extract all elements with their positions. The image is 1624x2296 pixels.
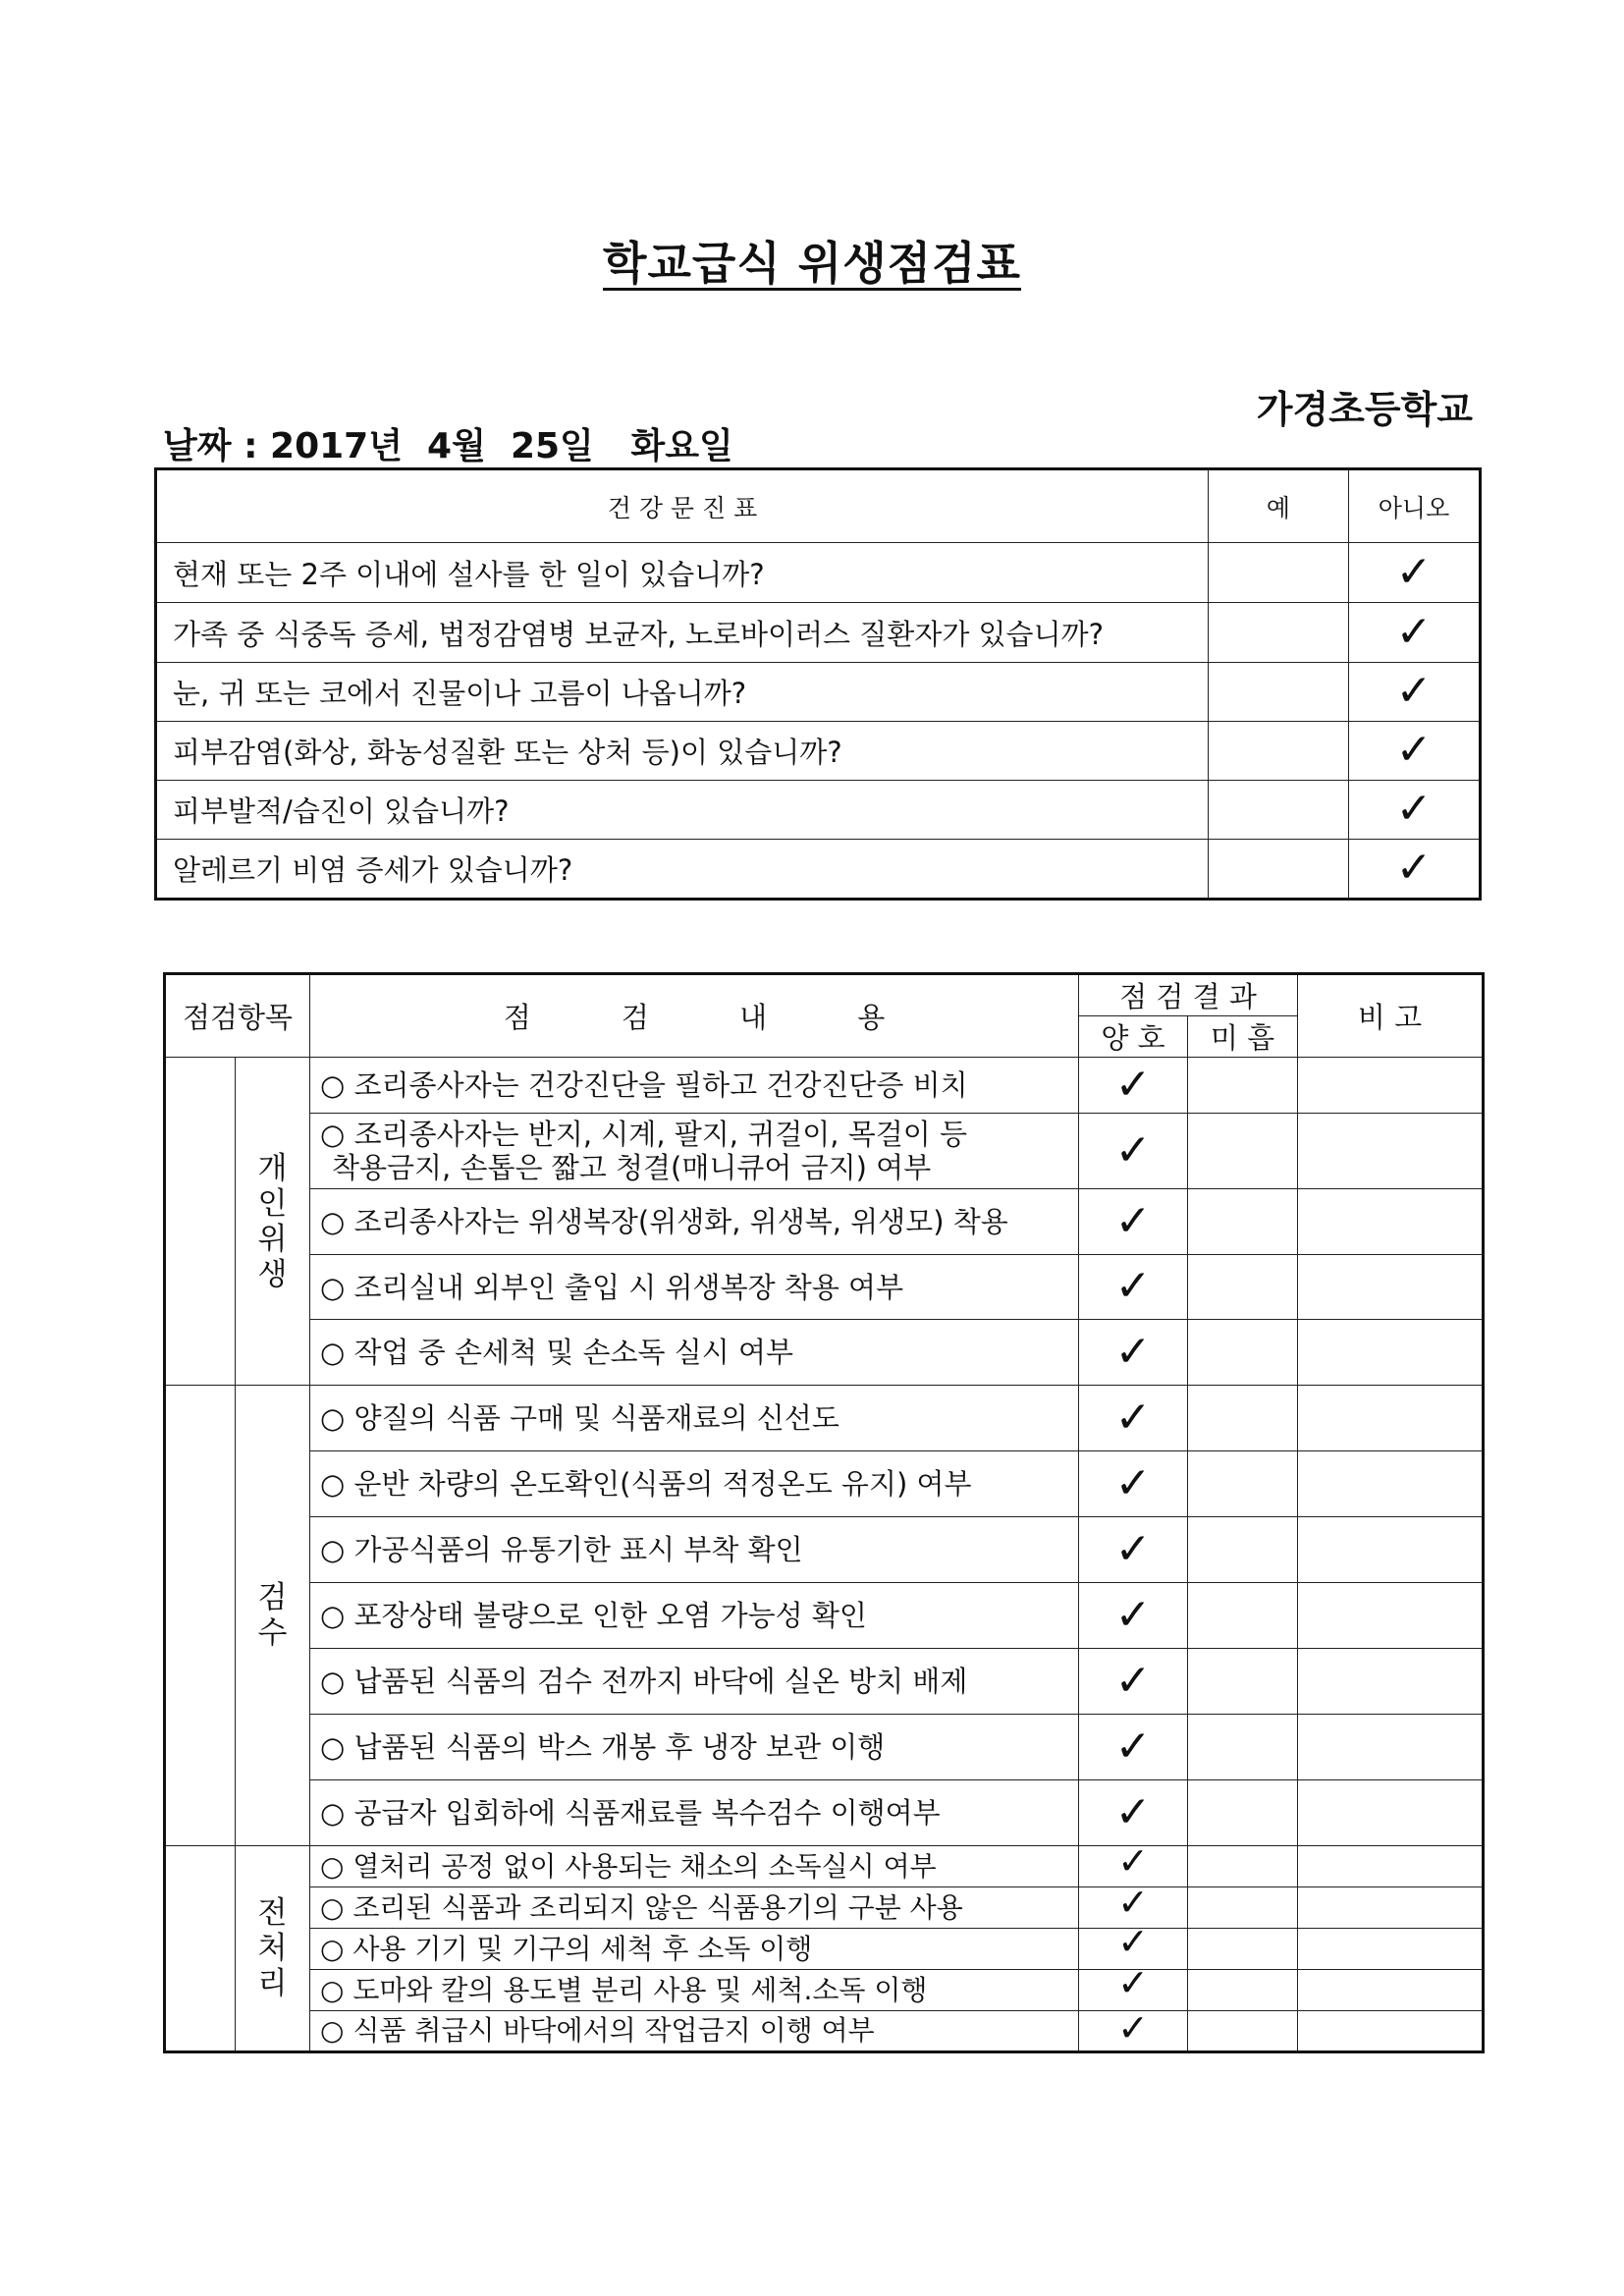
health-question-row xyxy=(156,603,1481,663)
inspection-row xyxy=(165,1058,1484,1114)
no-cell xyxy=(1349,603,1481,663)
good-cell xyxy=(1079,1583,1188,1649)
inspection-item-line: ○ 식품 취급시 바닥에서의 작업금지 이행 여부 xyxy=(320,2014,875,2047)
bad-cell xyxy=(1188,1887,1298,1929)
note-cell xyxy=(1298,1189,1484,1255)
good-check-mark: ✓ xyxy=(1114,1059,1152,1110)
inspection-item xyxy=(310,1058,1079,1114)
no-check-mark: ✓ xyxy=(1395,843,1433,893)
good-check-mark: ✓ xyxy=(1117,1839,1149,1883)
no-check-mark: ✓ xyxy=(1395,666,1433,716)
category-spacer xyxy=(165,1058,236,1386)
inspection-item-line: 착용금지, 손톱은 짧고 청결(매니큐어 금지) 여부 xyxy=(332,1151,932,1184)
no-cell xyxy=(1349,722,1481,781)
bad-cell xyxy=(1188,1715,1298,1780)
inspection-row xyxy=(165,1715,1484,1780)
note-cell xyxy=(1298,1715,1484,1780)
no-check-mark: ✓ xyxy=(1395,606,1433,657)
inspection-header-row xyxy=(165,974,1484,1016)
inspection-item-line: ○ 조리종사자는 반지, 시계, 팔지, 귀걸이, 목걸이 등 xyxy=(320,1118,967,1151)
no-cell xyxy=(1349,543,1481,603)
no-check-mark: ✓ xyxy=(1395,546,1433,597)
result-header: 점 검 결 과 xyxy=(1079,974,1298,1016)
inspection-item xyxy=(310,1780,1079,1846)
inspection-item xyxy=(310,1929,1079,1970)
good-check-mark: ✓ xyxy=(1114,1326,1152,1377)
inspection-item-line: ○ 조리된 식품과 조리되지 않은 식품용기의 구분 사용 xyxy=(320,1890,963,1924)
health-questionnaire-table xyxy=(154,467,1482,901)
inspection-row xyxy=(165,1189,1484,1255)
good-cell xyxy=(1079,1780,1188,1846)
good-cell xyxy=(1079,1189,1188,1255)
note-cell xyxy=(1298,1887,1484,1929)
item-header: 점검항목 xyxy=(165,974,310,1058)
note-cell xyxy=(1298,1780,1484,1846)
bad-header: 미 흡 xyxy=(1188,1016,1298,1058)
inspection-item xyxy=(310,1320,1079,1386)
inspection-item xyxy=(310,2011,1079,2052)
good-check-mark: ✓ xyxy=(1114,1721,1152,1772)
inspection-item-line: ○ 조리종사자는 건강진단을 필하고 건강진단증 비치 xyxy=(320,1068,968,1102)
page-title: 학교급식 위생점검표 xyxy=(603,237,1021,290)
health-question: 눈, 귀 또는 코에서 진물이나 고름이 나옵니까? xyxy=(156,663,1209,722)
inspection-item-line: ○ 가공식품의 유통기한 표시 부착 확인 xyxy=(320,1533,803,1566)
good-header: 양 호 xyxy=(1079,1016,1188,1058)
bad-cell xyxy=(1188,1058,1298,1114)
note-cell xyxy=(1298,1255,1484,1320)
inspection-item xyxy=(310,1189,1079,1255)
category-label xyxy=(236,1386,310,1846)
yes-cell xyxy=(1209,603,1349,663)
good-check-mark: ✓ xyxy=(1117,1961,1149,2004)
note-cell xyxy=(1298,1386,1484,1451)
health-question-row xyxy=(156,543,1481,603)
category-label xyxy=(236,1846,310,2052)
health-question: 현재 또는 2주 이내에 설사를 한 일이 있습니까? xyxy=(156,543,1209,603)
inspection-item xyxy=(310,1970,1079,2011)
inspection-item-line: ○ 포장상태 불량으로 인한 오염 가능성 확인 xyxy=(320,1599,867,1632)
inspection-item-line: ○ 조리종사자는 위생복장(위생화, 위생복, 위생모) 착용 xyxy=(320,1205,1008,1238)
bad-cell xyxy=(1188,1189,1298,1255)
category-label xyxy=(236,1058,310,1386)
health-question-row xyxy=(156,722,1481,781)
health-header-row xyxy=(156,469,1481,543)
bad-cell xyxy=(1188,1320,1298,1386)
good-check-mark: ✓ xyxy=(1114,1195,1152,1246)
note-cell xyxy=(1298,1649,1484,1715)
good-check-mark: ✓ xyxy=(1117,2005,1149,2050)
no-cell xyxy=(1349,781,1481,840)
inspection-item-line: ○ 조리실내 외부인 출입 시 위생복장 착용 여부 xyxy=(320,1270,904,1304)
inspection-item xyxy=(310,1517,1079,1583)
yes-cell xyxy=(1209,543,1349,603)
inspection-item-line: ○ 열처리 공정 없이 사용되는 채소의 소독실시 여부 xyxy=(320,1849,937,1883)
inspection-item-line: ○ 양질의 식품 구매 및 식품재료의 신선도 xyxy=(320,1401,839,1435)
bad-cell xyxy=(1188,1517,1298,1583)
health-question: 알레르기 비염 증세가 있습니까? xyxy=(156,840,1209,900)
inspection-row xyxy=(165,1386,1484,1451)
health-question: 피부감염(화상, 화농성질환 또는 상처 등)이 있습니까? xyxy=(156,722,1209,781)
bad-cell xyxy=(1188,1451,1298,1517)
good-cell xyxy=(1079,1649,1188,1715)
yes-cell xyxy=(1209,781,1349,840)
no-cell xyxy=(1349,840,1481,900)
good-check-mark: ✓ xyxy=(1114,1589,1152,1640)
bad-cell xyxy=(1188,2011,1298,2052)
note-cell xyxy=(1298,1970,1484,2011)
inspection-item-line: ○ 사용 기기 및 기구의 세척 후 소독 이행 xyxy=(320,1932,813,1965)
note-cell xyxy=(1298,2011,1484,2052)
good-cell xyxy=(1079,1320,1188,1386)
inspection-row xyxy=(165,1970,1484,2011)
good-check-mark: ✓ xyxy=(1114,1655,1152,1706)
inspection-item-line: ○ 도마와 칼의 용도별 분리 사용 및 세척.소독 이행 xyxy=(320,1973,928,2006)
category-spacer xyxy=(165,1846,236,2052)
inspection-item xyxy=(310,1451,1079,1517)
inspection-item xyxy=(310,1887,1079,1929)
good-cell xyxy=(1079,1255,1188,1320)
inspection-item xyxy=(310,1114,1079,1189)
inspection-item-line: ○ 작업 중 손세척 및 손소독 실시 여부 xyxy=(320,1336,794,1369)
inspection-row xyxy=(165,1114,1484,1189)
content-header: 점 검 내 용 xyxy=(310,974,1079,1058)
good-check-mark: ✓ xyxy=(1114,1261,1152,1311)
yes-cell xyxy=(1209,722,1349,781)
inspection-row xyxy=(165,1929,1484,1970)
bad-cell xyxy=(1188,1386,1298,1451)
inspection-item-line: ○ 납품된 식품의 박스 개봉 후 냉장 보관 이행 xyxy=(320,1730,886,1764)
good-cell xyxy=(1079,1386,1188,1451)
health-question-row xyxy=(156,663,1481,722)
inspection-item xyxy=(310,1583,1079,1649)
no-cell xyxy=(1349,663,1481,722)
inspection-row xyxy=(165,1320,1484,1386)
inspection-row xyxy=(165,1887,1484,1929)
bad-cell xyxy=(1188,1846,1298,1887)
category-text: 개인위생 xyxy=(257,1150,288,1292)
no-header: 아니오 xyxy=(1349,469,1481,543)
health-question: 피부발적/습진이 있습니까? xyxy=(156,781,1209,840)
good-cell xyxy=(1079,1114,1188,1189)
note-cell xyxy=(1298,1058,1484,1114)
inspection-item xyxy=(310,1715,1079,1780)
bad-cell xyxy=(1188,1929,1298,1970)
good-check-mark: ✓ xyxy=(1114,1523,1152,1574)
inspection-row xyxy=(165,1846,1484,1887)
inspection-item xyxy=(310,1846,1079,1887)
good-cell xyxy=(1079,1517,1188,1583)
inspection-row xyxy=(165,2011,1484,2052)
health-question-row xyxy=(156,840,1481,900)
inspection-item xyxy=(310,1649,1079,1715)
good-check-mark: ✓ xyxy=(1114,1392,1152,1443)
inspection-row xyxy=(165,1649,1484,1715)
inspection-row xyxy=(165,1780,1484,1846)
category-text: 전처리 xyxy=(257,1895,288,2001)
good-check-mark: ✓ xyxy=(1114,1457,1152,1508)
yes-cell xyxy=(1209,840,1349,900)
inspection-item-line: ○ 운반 차량의 온도확인(식품의 적정온도 유지) 여부 xyxy=(320,1467,972,1501)
category-spacer xyxy=(165,1386,236,1846)
bad-cell xyxy=(1188,1780,1298,1846)
no-check-mark: ✓ xyxy=(1395,784,1433,834)
inspection-table xyxy=(163,972,1485,2053)
good-cell xyxy=(1079,1058,1188,1114)
inspection-row xyxy=(165,1517,1484,1583)
good-check-mark: ✓ xyxy=(1114,1786,1152,1837)
health-question: 가족 중 식중독 증세, 법정감염병 보균자, 노로바이러스 질환자가 있습니까? xyxy=(156,603,1209,663)
good-check-mark: ✓ xyxy=(1117,1881,1149,1924)
note-header: 비 고 xyxy=(1298,974,1484,1058)
school-name: 가경초등학교 xyxy=(1256,388,1473,431)
note-cell xyxy=(1298,1846,1484,1887)
category-text: 검수 xyxy=(257,1580,288,1651)
inspection-item xyxy=(310,1386,1079,1451)
note-cell xyxy=(1298,1451,1484,1517)
inspection-row xyxy=(165,1583,1484,1649)
bad-cell xyxy=(1188,1970,1298,2011)
inspection-item-line: ○ 납품된 식품의 검수 전까지 바닥에 실온 방치 배제 xyxy=(320,1665,968,1698)
question-header: 건 강 문 진 표 xyxy=(156,469,1209,543)
bad-cell xyxy=(1188,1255,1298,1320)
note-cell xyxy=(1298,1929,1484,1970)
bad-cell xyxy=(1188,1114,1298,1189)
inspection-date: 날짜 : 2017년 4월 25일 화요일 xyxy=(163,426,733,466)
note-cell xyxy=(1298,1517,1484,1583)
yes-header: 예 xyxy=(1209,469,1349,543)
bad-cell xyxy=(1188,1649,1298,1715)
no-check-mark: ✓ xyxy=(1395,725,1433,775)
yes-cell xyxy=(1209,663,1349,722)
inspection-item xyxy=(310,1255,1079,1320)
inspection-item-line: ○ 공급자 입회하에 식품재료를 복수검수 이행여부 xyxy=(320,1796,941,1830)
good-cell xyxy=(1079,1451,1188,1517)
note-cell xyxy=(1298,1114,1484,1189)
health-question-row xyxy=(156,781,1481,840)
good-cell xyxy=(1079,2005,1188,2052)
good-cell xyxy=(1079,1715,1188,1780)
good-check-mark: ✓ xyxy=(1117,1920,1149,1963)
note-cell xyxy=(1298,1320,1484,1386)
inspection-row xyxy=(165,1255,1484,1320)
note-cell xyxy=(1298,1583,1484,1649)
good-check-mark: ✓ xyxy=(1114,1124,1152,1175)
bad-cell xyxy=(1188,1583,1298,1649)
good-cell xyxy=(1079,1961,1188,2011)
inspection-row xyxy=(165,1451,1484,1517)
